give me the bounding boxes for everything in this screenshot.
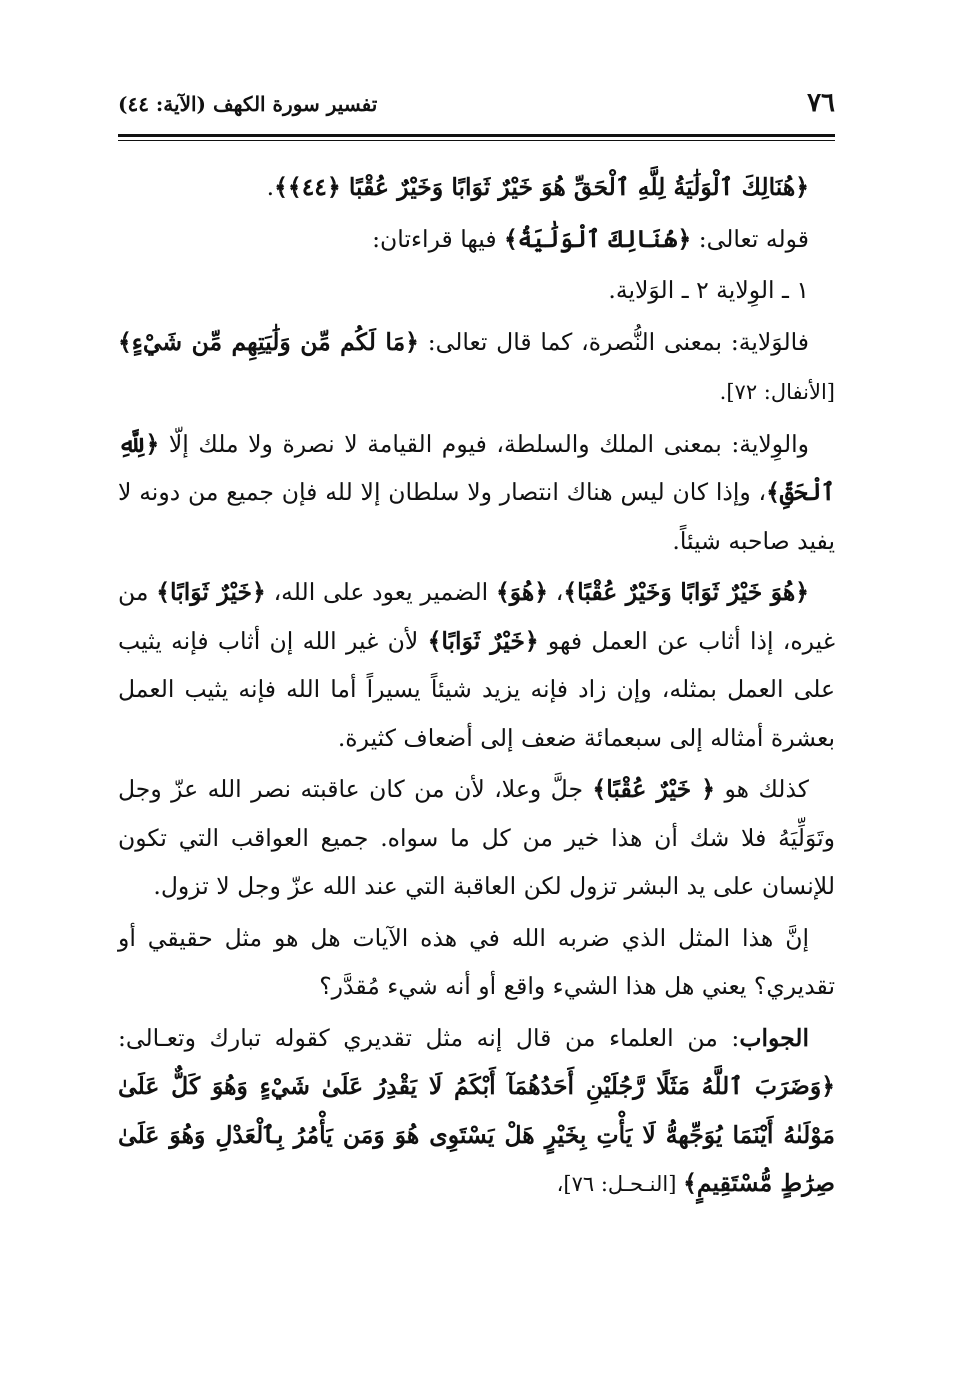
page-number: ٧٦ (807, 88, 835, 118)
paragraph (118, 163, 835, 212)
paragraph-text: من غيره، إذا أثاب عن العمل فهو (118, 578, 836, 655)
quran-verse: ﴿لِلَّهِ ٱلْحَقِّ﴾ (118, 429, 835, 506)
quran-verse: ﴿ خَيْرٌ عُقْبًا﴾ (592, 775, 716, 803)
paragraph-text: كذلك هو (715, 775, 809, 803)
paragraph (118, 266, 835, 315)
header-rule-thick (118, 134, 835, 137)
paragraph-text: والوِلاية: بمعنى الملك والسلطة، فيوم القيامة لا نصرة ولا ملك إلّا (159, 429, 809, 458)
paragraph-text: فالوَلاية: بمعنى النُّصرة، كما قال تعالى: (418, 327, 809, 356)
paragraph-text: ، (548, 578, 564, 606)
paragraph-text: لأن غير الله إن أثاب فإنه يثيب على العمل بمثله، وإن زاد فإنه يزيد شيئاً يسيراً أما الله فإنه يثيب العمل بعشرة أمثاله إلى سبعمائة ضعف إلى أضعاف كثيرة. (118, 626, 835, 752)
paragraph (118, 215, 835, 264)
paragraph-text: الضمير يعود على الله، (265, 578, 496, 606)
header-rule-thin (118, 140, 835, 141)
quran-verse: ﴿مَا لَكُم مِّن وَلَٰيَتِهِم مِّن شَيْءٍ﴾ (118, 327, 419, 356)
paragraph-text: إنَّ هذا المثل الذي ضربه الله في هذه الآيات هل هو مثل حقيقي أو تقديري؟ يعني هل هذا الشيء واقع أو أنه شيء مُقدَّر؟ (118, 923, 835, 1000)
page-header (118, 88, 835, 128)
quran-verse: ﴿هُوَ خَيْرٌ ثَوَابًا وَخَيْرٌ عُقْبًا﴾ (563, 578, 810, 606)
paragraph-text: قوله تعالى: (691, 224, 809, 253)
quran-verse: ﴿هُوَ﴾ (495, 578, 549, 606)
paragraph-text: . (266, 173, 275, 201)
quran-verse: ﴿وَضَرَبَ ٱللَّهُ مَثَلًا رَّجُلَيْنِ أَحَدُهُمَآ أَبْكَمُ لَا يَقْدِرُ عَلَىٰ شَيْءٍ وَهُوَ كَلٌّ عَلَىٰ مَوْلَىٰهُ أَيْنَمَا يُوَجِّههُّ لَا يَأْتِ بِخَيْرٍ هَلْ يَسْتَوِى هُوَ وَمَن يَأْمُرُ بِٱلْعَدْلِ وَهُوَ عَلَىٰ صِرَٰطٍ مُّسْتَقِيمٍ﴾ (118, 1072, 835, 1197)
running-title: تفسير سورة الكهف (الآية: ٤٤) (118, 92, 378, 116)
paragraph (118, 1014, 835, 1209)
paragraph-text: جلَّ وعلا، لأن من كان عاقبته نصر الله عزّ وجل وتَوَلِّيَهُ فلا شك أن هذا خير من كل ما سواه. جميع العواقب التي تكون للإنسان على يد البشر تزول لكن العاقبة التي عند الله عزّ وجل لا تزول. (118, 775, 835, 900)
paragraph (118, 914, 835, 1011)
verse-reference: [الأنفال: ٧٢]. (719, 380, 835, 404)
paragraph (118, 318, 835, 417)
paragraph (118, 765, 835, 911)
paragraph-text: ، وإذا كان ليس هناك انتصار ولا سلطان إلا لله فإن جميع من دونه لا يفيد صاحبه شيئاً. (118, 478, 835, 555)
paragraph (118, 568, 835, 762)
paragraph-text: ١ ـ الوِلاية ٢ ـ الوَلاية. (608, 276, 809, 304)
paragraph (118, 420, 835, 566)
quran-verse: ﴿هُنَالِكَ ٱلْوَلَٰيَةُ﴾ (504, 224, 692, 253)
verse-reference: [النـحـل: ٧٦]، (556, 1172, 684, 1196)
quran-verse: ﴿خَيْرٌ ثَوَابًا﴾ (427, 626, 539, 655)
paragraph-text: : من العلماء من قال إنه مثل تقديري كقوله تبارك وتعـالى: (118, 1023, 740, 1052)
page-body (118, 163, 835, 1209)
paragraph-text: فيها قراءتان: (372, 224, 505, 253)
quran-verse: ﴿هُنَالِكَ ٱلْوَلَٰيَةُ لِلَّهِ ٱلْحَقِّ هُوَ خَيْرٌ ثَوَابًا وَخَيْرٌ عُقْبًا ﴿٤٤﴾﴾ (274, 173, 809, 201)
answer-lead: الجواب (739, 1023, 809, 1052)
quran-verse: ﴿خَيْرٌ ثَوَابًا﴾ (156, 578, 266, 606)
